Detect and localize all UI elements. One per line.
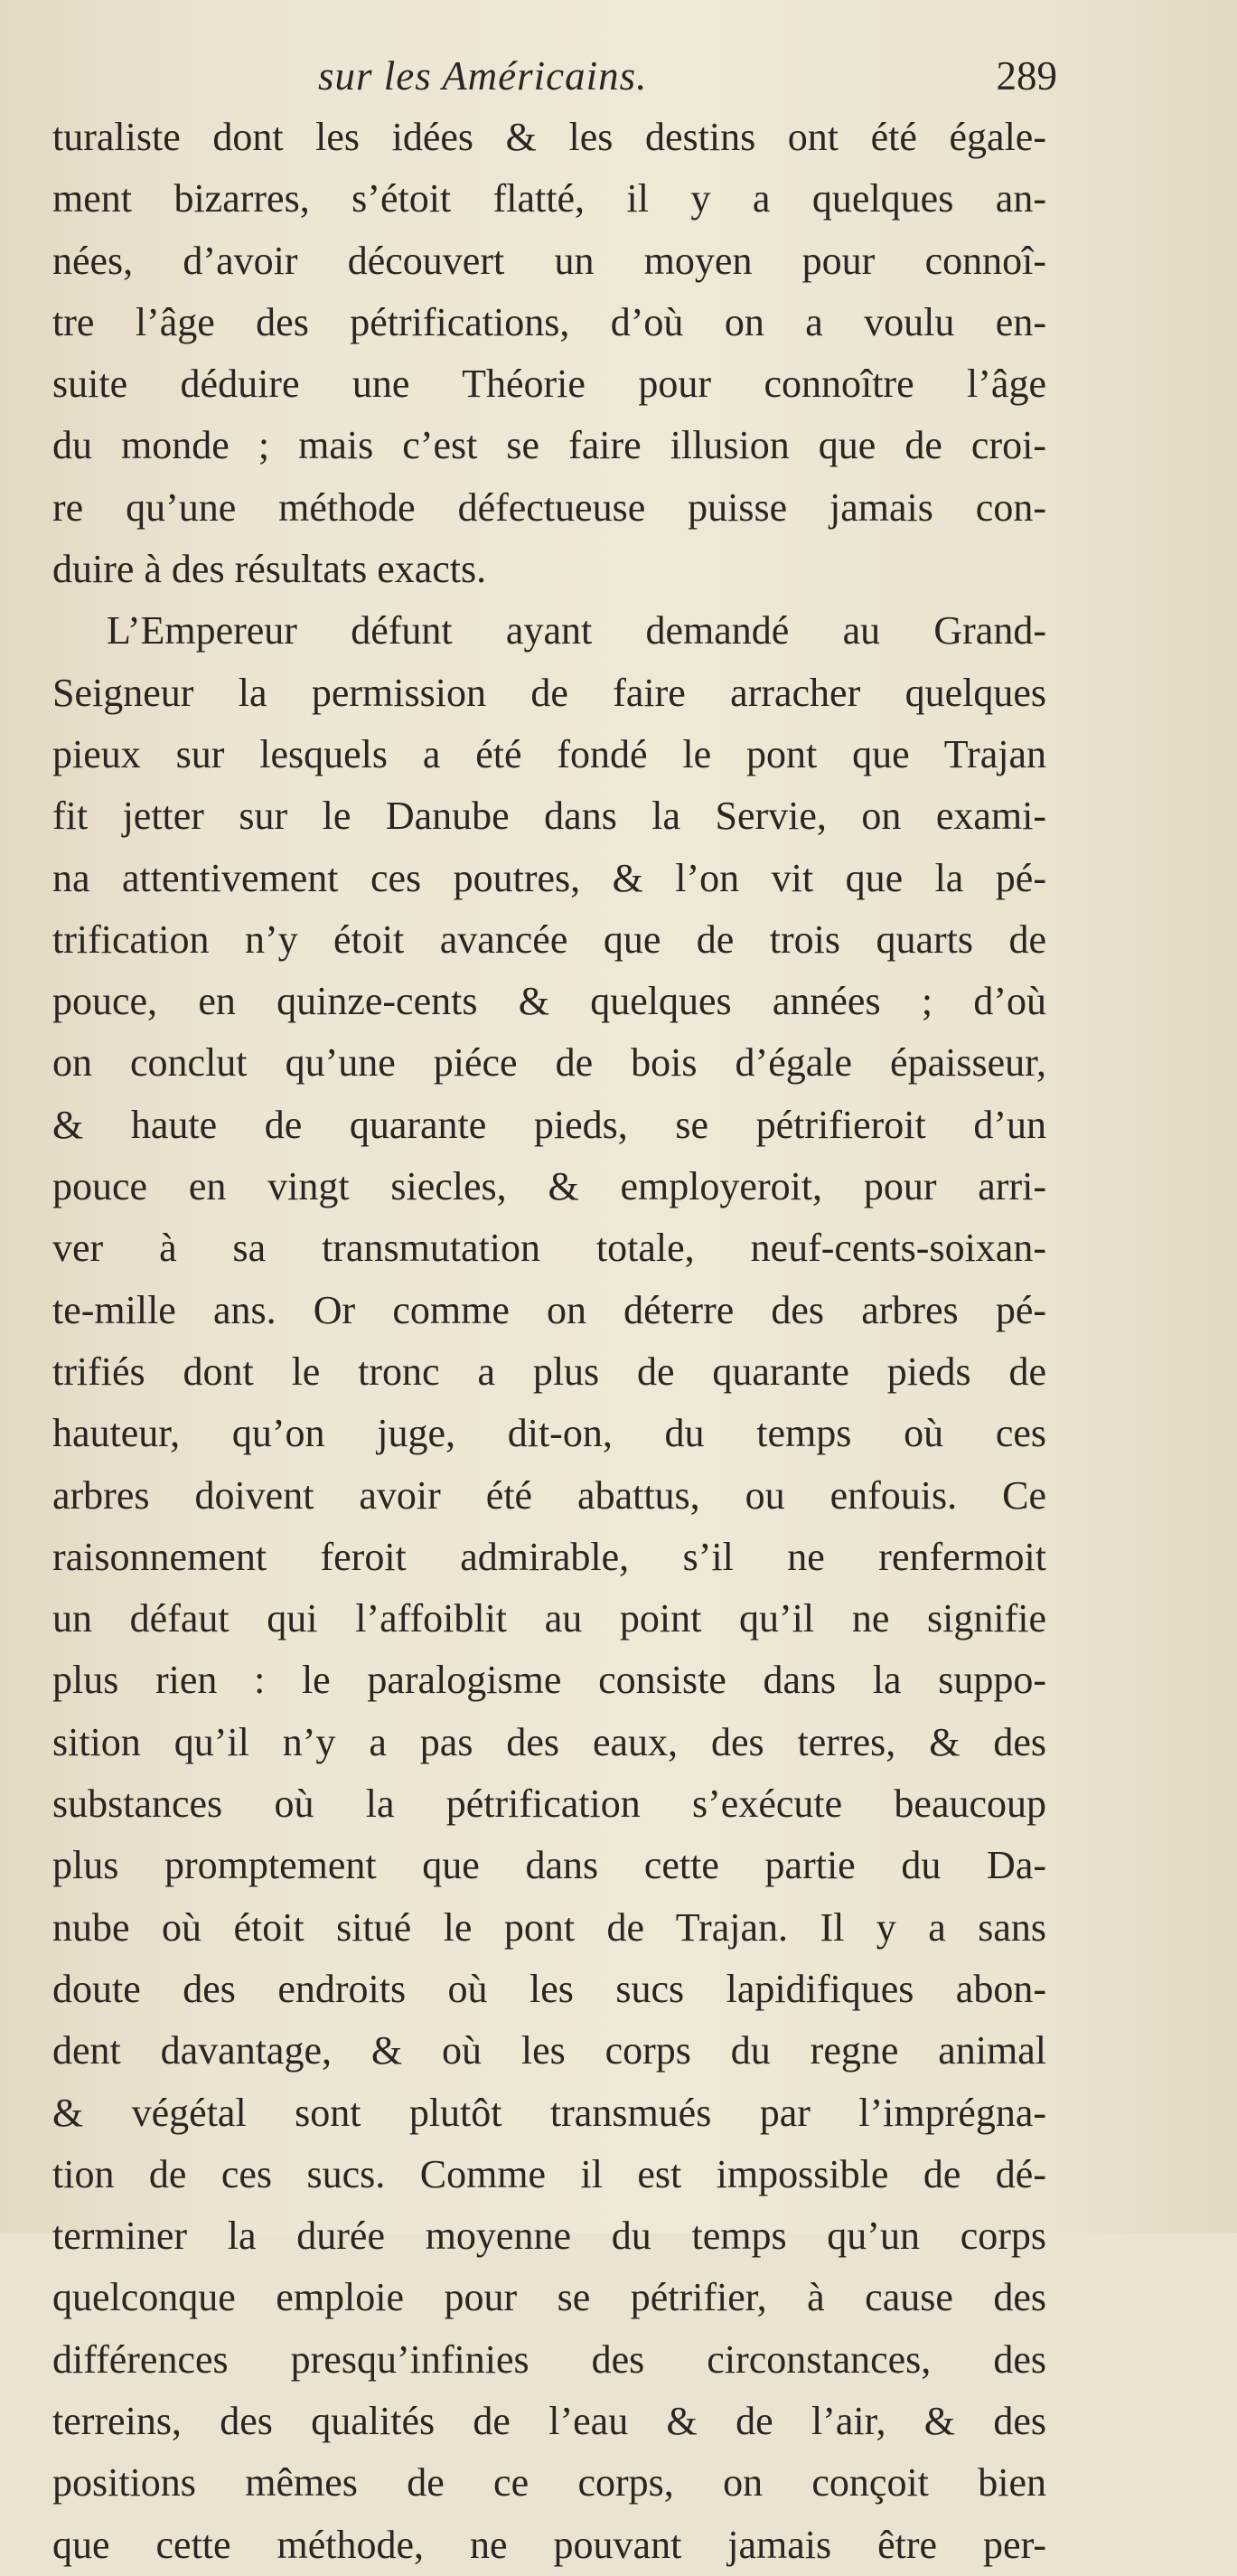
text-line: terreins, des qualités de l’eau & de l’air, & des (52, 2398, 1046, 2443)
text-line: pouce, en quinze-cents & quelques années ; d’où (52, 979, 1046, 1024)
text-line: & haute de quarante pieds, se pétrifieroit d’un (52, 1102, 1046, 1147)
text-line: différences presqu’infinies des circonstances, des (52, 2336, 1046, 2382)
page-number: 289 (996, 53, 1057, 99)
paragraph-start-line: L’Empereur défunt ayant demandé au Grand- (107, 608, 1046, 653)
text-line: nube où étoit situé le pont de Trajan. Il y a sans (52, 1904, 1046, 1950)
text-line: re qu’une méthode défectueuse puisse jamais con- (52, 484, 1046, 530)
text-line: trifiés dont le tronc a plus de quarante pieds de (52, 1349, 1046, 1394)
text-line: pieux sur lesquels a été fondé le pont que Trajan (52, 731, 1046, 776)
text-line: arbres doivent avoir été abattus, ou enfouis. Ce (52, 1472, 1046, 1518)
text-line: nées, d’avoir découvert un moyen pour connoî- (52, 238, 1046, 283)
text-line: suite déduire une Théorie pour connoître l’âge (52, 362, 1046, 407)
text-line: tre l’âge des pétrifications, d’où on a voulu en- (52, 299, 1046, 344)
text-line: doute des endroits où les sucs lapidifiques abon- (52, 1966, 1046, 2011)
text-line: na attentivement ces poutres, & l’on vit que la pé- (52, 855, 1046, 900)
text-line: un défaut qui l’affoiblit au point qu’il ne signifie (52, 1596, 1046, 1641)
text-line: tion de ces sucs. Comme il est impossible de dé- (52, 2151, 1046, 2196)
text-line: ment bizarres, s’étoit flatté, il y a quelques an- (52, 176, 1046, 221)
text-line: fit jetter sur le Danube dans la Servie, on exami- (52, 794, 1046, 839)
body-text (52, 107, 1046, 2576)
text-line: hauteur, qu’on juge, dit-on, du temps où ces (52, 1411, 1046, 1456)
text-line: pouce en vingt siecles, & employeroit, pour arri- (52, 1164, 1046, 1209)
text-line: on conclut qu’une piéce de bois d’égale épaisseur, (52, 1040, 1046, 1086)
text-line: trification n’y étoit avancée que de trois quarts de (52, 917, 1046, 962)
text-line: te-mille ans. Or comme on déterre des arbres pé- (52, 1287, 1046, 1332)
text-line: ver à sa transmutation totale, neuf-cents-soixan- (52, 1226, 1046, 1271)
text-line: sition qu’il n’y a pas des eaux, des terres, & des (52, 1719, 1046, 1764)
text-line: raisonnement feroit admirable, s’il ne renfermoit (52, 1534, 1046, 1579)
text-line: plus rien : le paralogisme consiste dans la suppo- (52, 1658, 1046, 1703)
text-line: dent davantage, & où les corps du regne animal (52, 2028, 1046, 2073)
text-line: positions mêmes de ce corps, on conçoit bien (52, 2460, 1046, 2505)
text-line: turaliste dont les idées & les destins ont été égale- (52, 115, 1046, 159)
text-line: & végétal sont plutôt transmués par l’imprégna- (52, 2090, 1046, 2135)
text-line: substances où la pétrification s’exécute beaucoup (52, 1782, 1046, 1827)
text-line: quelconque emploie pour se pétrifier, à cause des (52, 2275, 1046, 2320)
text-line: du monde ; mais c’est se faire illusion que de croi- (52, 423, 1046, 468)
text-line: terminer la durée moyenne du temps qu’un corps (52, 2214, 1046, 2259)
text-line: Seigneur la permission de faire arracher quelques (52, 670, 1046, 715)
paragraph-end-line: duire à des résultats exacts. (52, 547, 487, 592)
text-line: que cette méthode, ne pouvant jamais être per- (52, 2522, 1046, 2567)
running-title: sur les Américains. (318, 53, 648, 99)
text-line: plus promptement que dans cette partie du Da- (52, 1843, 1046, 1888)
